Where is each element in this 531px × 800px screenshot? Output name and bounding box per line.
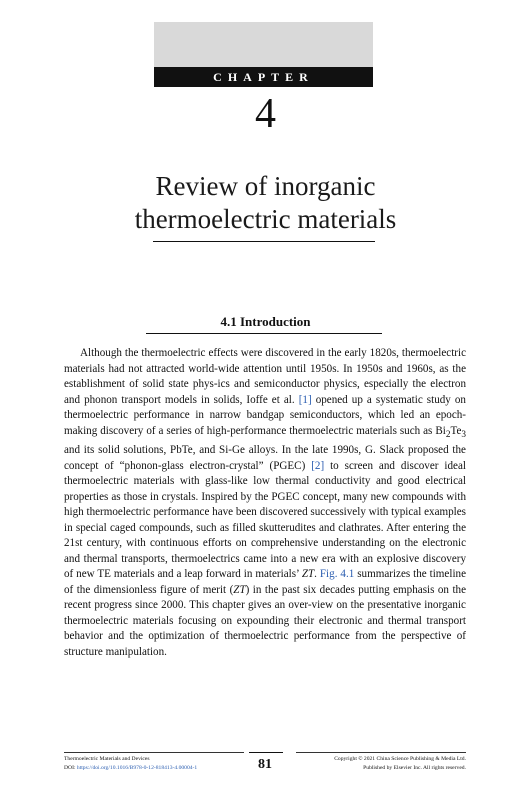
subscript-bi: 2: [445, 429, 451, 440]
book-title: Thermoelectric Materials and Devices: [64, 756, 150, 762]
footer-divider-right: [296, 752, 466, 753]
publisher-text: Published by Elsevier Inc. All rights reserved.: [363, 765, 466, 771]
body-text-6: summarizes the timeline of the dimensionless figure of merit (: [64, 568, 466, 596]
body-text-1: Although the thermoelectric effects were discovered in the early 1820s, thermoelectric materials had not attracted world-wide attention until 1950s. In 1950s and 1960s, as the establishment of solid state phys-ics and semiconductor physics, especially the electron and phonon transport models in solids, Ioffe et al.: [64, 347, 466, 406]
citation-link-2[interactable]: [2]: [311, 459, 325, 472]
title-divider: [153, 241, 375, 242]
chapter-number: 4: [255, 91, 276, 137]
doi-line: [64, 764, 264, 773]
body-text-5: .: [314, 568, 320, 581]
zt-italic-2: ZT: [233, 583, 246, 596]
body-paragraph: [64, 346, 466, 660]
page-number-rule: [249, 752, 283, 753]
body-te: Te: [450, 424, 462, 437]
chapter-label: CHAPTER: [154, 67, 373, 87]
citation-link-1[interactable]: [1]: [298, 393, 312, 406]
copyright-text: Copyright © 2021 China Science Publishing & Media Ltd.: [334, 756, 466, 762]
section-heading: 4.1 Introduction: [220, 314, 311, 329]
body-text-4: to screen and discover ideal thermoelectric materials with glass-like low thermal conductivity and good electrical properties as those in crystals. Inspired by the PGEC concept, many new compounds with high thermoelectric performance have been discovered successively with typical examples in special caged compounds, such as filled skutterudites and clathrates. After entering the 21st century, with continuous efforts on comprehensive understanding on the electronic and thermal transports, thermoelectrics came into a new era with an explosive discovery of new TE materials and a leap forward in materials’: [64, 459, 466, 581]
figure-link[interactable]: Fig. 4.1: [319, 568, 355, 581]
zt-italic-1: ZT: [301, 568, 315, 581]
chapter-title-line1: Review of inorganic: [155, 171, 376, 201]
section-divider: [146, 333, 382, 334]
footer-copyright: [296, 755, 466, 773]
doi-link[interactable]: https://doi.org/10.1016/B978-0-12-818413-4.00004-1: [76, 765, 198, 771]
body-text-2: opened up a systematic study on thermoelectric performance in narrow bandgap semiconductors, which led an epoch-making discovery of a series of high-performance thermoelectric materials such as Bi: [64, 393, 466, 437]
subscript-te: 3: [461, 429, 466, 440]
footer-book-info: [64, 755, 264, 773]
body-text-3: and its solid solutions, PbTe, and Si-Ge alloys. In the late 1990s, G. Slack proposed the concept of “phonon-glass electron-crystal” (PGEC): [64, 444, 466, 472]
doi-label: DOI:: [64, 765, 77, 771]
chapter-title-line2: thermoelectric materials: [134, 204, 397, 234]
page-number: 81: [258, 757, 272, 772]
footer-divider-left: [64, 752, 244, 753]
body-text-7: ) in the past six decades putting emphasis on the recent progress since 2000. This chapter gives an over-view on the presentative inorganic thermoelectric materials focusing on expounding their electronic and thermal transport behavior and the optimization of thermoelectric performance from the perspective of structure manipulation.: [64, 583, 466, 658]
chapter-title: [0, 170, 531, 236]
